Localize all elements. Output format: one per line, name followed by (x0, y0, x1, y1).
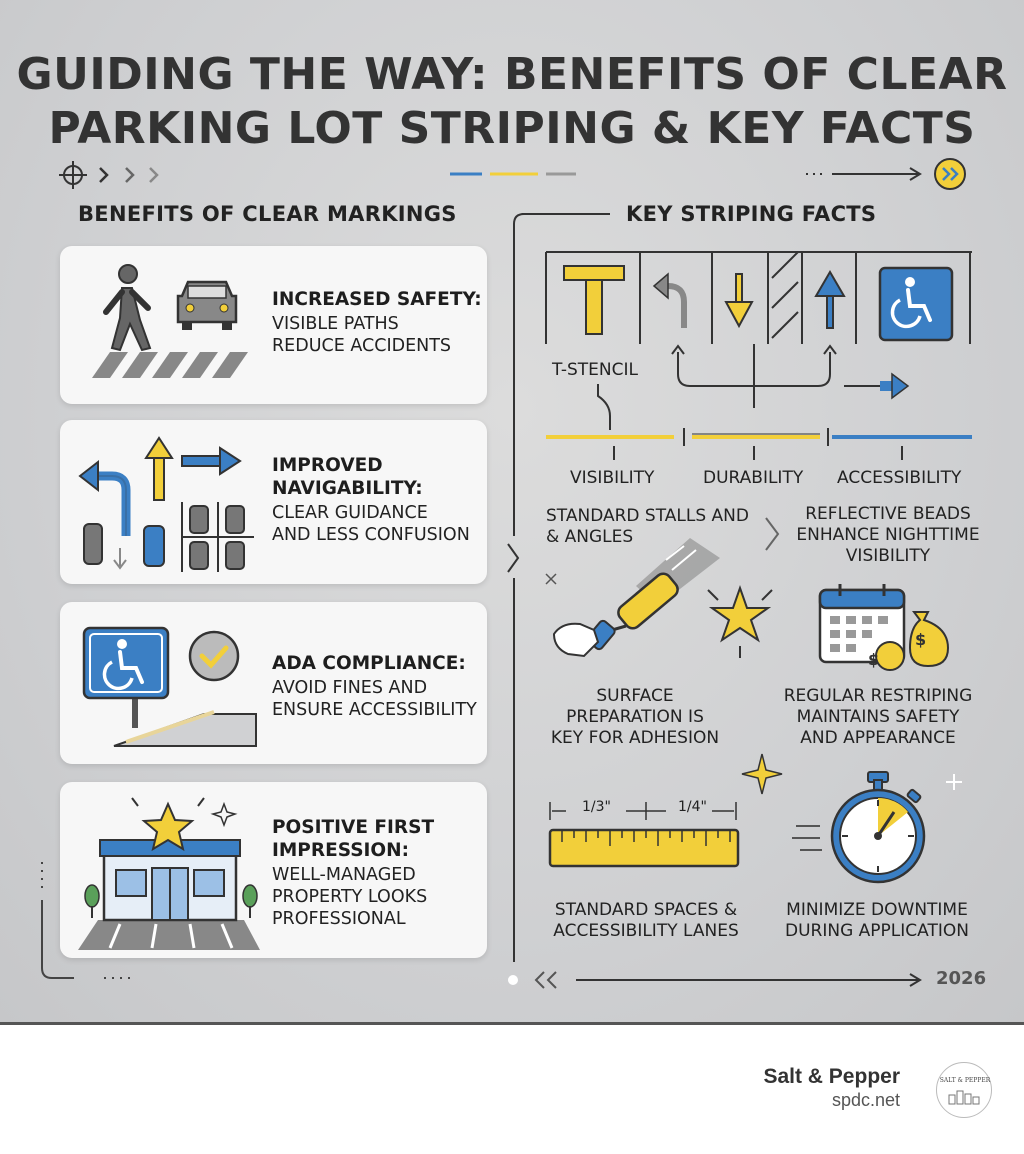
card-text (272, 454, 470, 546)
brand-name: Salt & Pepper (763, 1065, 900, 1088)
fact-line: STANDARD SPACES & (554, 900, 738, 920)
fact-beads (788, 504, 988, 567)
card-body-line: PROPERTY LOOKS (272, 887, 428, 907)
brand-url[interactable]: spdc.net (831, 1090, 900, 1110)
fact-line: ACCESSIBILITY LANES (553, 921, 739, 941)
card-title: INCREASED SAFETY: (272, 289, 482, 310)
arrow-forward-icon (800, 156, 972, 192)
ruler-icon (546, 792, 746, 872)
calendar-money-icon (816, 582, 956, 672)
benefit-card-safety (60, 246, 487, 404)
fact-line: PREPARATION IS (566, 707, 704, 727)
title-line-2: PARKING LOT STRIPING & KEY FACTS (48, 103, 976, 154)
ruler-mark-1: 1/3" (582, 799, 611, 815)
label-visibility: VISIBILITY (570, 468, 655, 488)
fact-line: REGULAR RESTRIPING (783, 686, 973, 706)
benefit-card-ada (60, 602, 487, 764)
label-durability: DURABILITY (703, 468, 804, 488)
fact-line: DURING APPLICATION (785, 921, 969, 941)
fact-line: STANDARD STALLS AND (546, 506, 749, 526)
card-body-line: AND LESS CONFUSION (272, 525, 470, 545)
t-stencil-label: T-STENCIL (552, 360, 638, 380)
card-title: IMPRESSION: (272, 840, 410, 861)
dollar-icon: $ (868, 650, 880, 669)
paint-roller-icon (540, 530, 800, 670)
crosshair-chevrons-icon (56, 158, 176, 192)
fact-line: & ANGLES (546, 527, 634, 547)
card-title: IMPROVED (272, 455, 383, 476)
timeline-arrow (504, 966, 934, 996)
fact-surface (550, 686, 720, 749)
benefit-card-navigability (60, 420, 487, 584)
accessible-sign-check-icon (74, 620, 264, 750)
benefits-heading: BENEFITS OF CLEAR MARKINGS (78, 202, 457, 226)
pedestrian-car-crosswalk-icon (70, 262, 260, 388)
card-text (272, 288, 482, 357)
card-body-line: CLEAR GUIDANCE (272, 503, 428, 523)
page-title (0, 48, 1024, 156)
fact-line: SURFACE (596, 686, 674, 706)
card-body-line: REDUCE ACCIDENTS (272, 336, 452, 356)
fact-line: ENHANCE NIGHTTIME (796, 525, 980, 545)
fact-line: MINIMIZE DOWNTIME (786, 900, 968, 920)
fact-restriping (776, 686, 980, 749)
fact-downtime (772, 900, 982, 942)
frame-corner-decor (34, 856, 144, 986)
label-accessibility: ACCESSIBILITY (837, 468, 962, 488)
ruler-mark-2: 1/4" (678, 799, 707, 815)
stopwatch-icon (790, 770, 930, 890)
card-body-line: WELL-MANAGED (272, 865, 416, 885)
section-divider (496, 206, 526, 966)
fact-line: REFLECTIVE BEADS (805, 504, 971, 524)
title-line-1: GUIDING THE WAY: BENEFITS OF CLEAR (16, 49, 1008, 100)
card-text (272, 652, 477, 721)
fact-spaces (540, 900, 752, 942)
year-label: 2026 (936, 968, 987, 989)
fact-line: MAINTAINS SAFETY (796, 707, 960, 727)
facts-heading: KEY STRIPING FACTS (626, 202, 877, 226)
dollar-icon: $ (915, 630, 927, 649)
card-body-line: ENSURE ACCESSIBILITY (272, 700, 477, 720)
card-body-line: AVOID FINES AND (272, 678, 428, 698)
card-text (272, 816, 434, 930)
logo-text: SALT & PEPPER (939, 1077, 991, 1084)
color-dashes-icon (448, 170, 580, 178)
divider-top (514, 206, 614, 226)
logo-buildings-icon (947, 1089, 983, 1105)
stripe-samples (540, 420, 980, 460)
fact-line: VISIBILITY (845, 546, 931, 566)
card-body-line: PROFESSIONAL (272, 909, 406, 929)
card-body-line: VISIBLE PATHS (272, 314, 399, 334)
card-title: POSITIVE FIRST (272, 817, 435, 838)
card-title: NAVIGABILITY: (272, 478, 423, 499)
brand-logo (936, 1062, 992, 1118)
card-title: ADA COMPLIANCE: (272, 653, 466, 674)
direction-arrows-parking-icon (74, 432, 260, 572)
fact-line: KEY FOR ADHESION (550, 728, 720, 748)
fact-line: AND APPEARANCE (800, 728, 956, 748)
